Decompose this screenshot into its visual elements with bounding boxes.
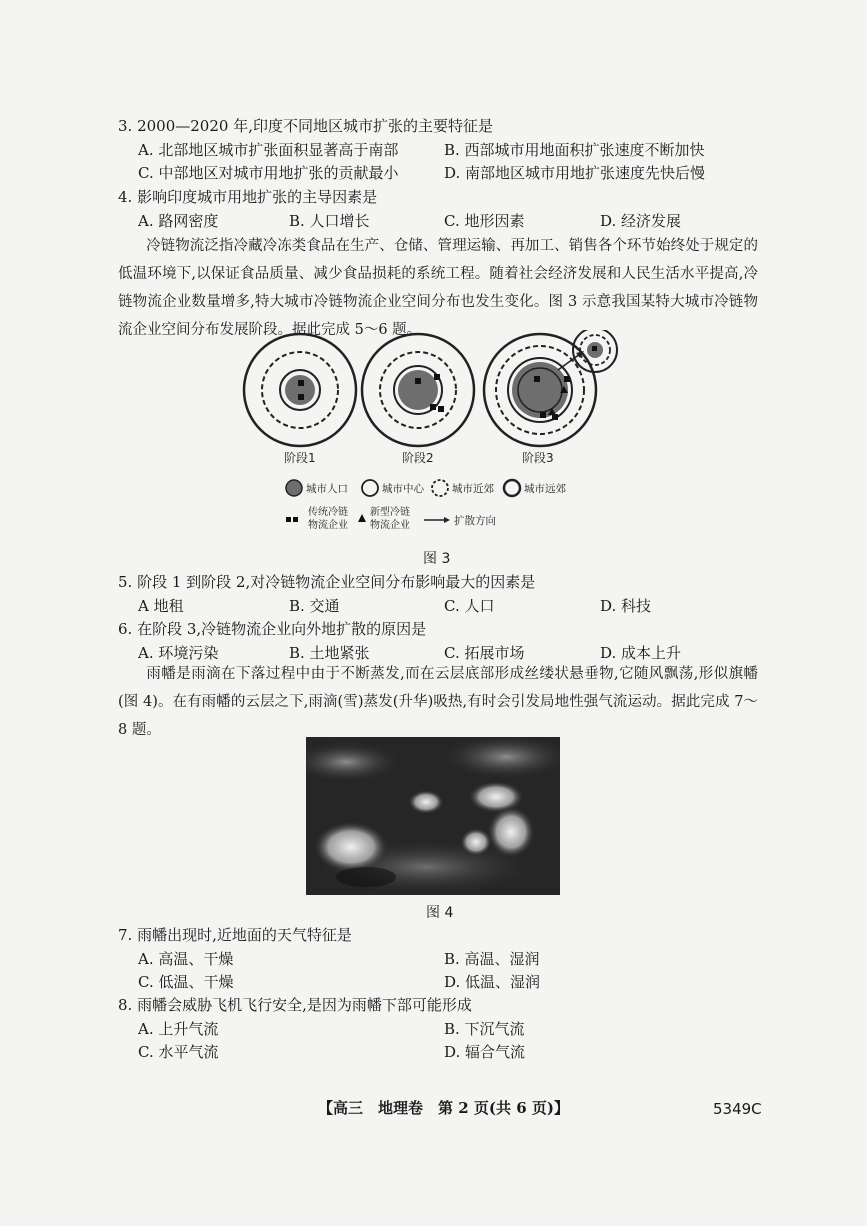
q4-option-c: C. 地形因素 — [444, 212, 525, 230]
virga-passage-text: 雨幡是雨滴在下落过程中由于不断蒸发,而在云层底部形成丝缕状悬垂物,它随风飘荡,形似旗幡(图 4)。在有雨幡的云层之下,雨滴(雪)蒸发(升华)吸热,有时会引发局地性强气流运动。据此完成 7～8 题。 — [118, 666, 758, 738]
q8-option-b: B. 下沉气流 — [444, 1020, 525, 1038]
legend-new-label-2: 物流企业 — [370, 520, 410, 531]
figure-4-virga-photo — [306, 737, 560, 895]
q4-option-b: B. 人口增长 — [289, 212, 370, 230]
legend-traditional-label-1: 传统冷链 — [308, 507, 348, 518]
legend-near-suburb-swatch — [432, 480, 448, 496]
cold-chain-passage — [118, 232, 758, 344]
question-6-stem: 6. 在阶段 3,冷链物流企业向外地扩散的原因是 — [118, 620, 427, 638]
stage-2-label: 阶段2 — [402, 451, 434, 465]
q5-option-d: D. 科技 — [600, 597, 652, 615]
legend-center-label: 城市中心 — [382, 483, 424, 495]
q6-option-b: B. 土地紧张 — [289, 644, 370, 662]
q6-option-c: C. 拓展市场 — [444, 644, 525, 662]
q7-option-d: D. 低温、湿润 — [444, 973, 541, 991]
cold-chain-passage-text: 冷链物流泛指冷藏冷冻类食品在生产、仓储、管理运输、再加工、销售各个环节始终处于规定的低温环境下,以保证食品质量、减少食品损耗的系统工程。随着社会经济发展和人民生活水平提高,冷链物流企业数量增多,特大城市冷链物流企业空间分布也发生变化。图 3 示意我国某特大城市冷链物流企业空间分布发展阶段。据此完成 5～6 题。 — [118, 238, 758, 338]
figure-3-diagram — [240, 330, 640, 550]
q6-option-d: D. 成本上升 — [600, 644, 682, 662]
stage-3-diagram — [484, 330, 617, 446]
question-5-stem: 5. 阶段 1 到阶段 2,对冷链物流企业空间分布影响最大的因素是 — [118, 573, 536, 591]
legend-far-suburb-swatch — [504, 480, 520, 496]
q4-option-a: A. 路网密度 — [138, 212, 219, 230]
page-footer: 【高三 地理卷 第 2 页(共 6 页)】 — [318, 1099, 569, 1117]
legend-new-swatch — [358, 514, 366, 522]
figure-4-caption: 图 4 — [426, 905, 454, 921]
q8-option-c: C. 水平气流 — [138, 1043, 219, 1061]
q5-option-c: C. 人口 — [444, 597, 495, 615]
legend-center-swatch — [362, 480, 378, 496]
figure-3-caption: 图 3 — [423, 551, 451, 567]
q8-option-d: D. 辐合气流 — [444, 1043, 526, 1061]
legend-new-label-1: 新型冷链 — [370, 507, 410, 518]
question-3-stem: 3. 2000—2020 年,印度不同地区城市扩张的主要特征是 — [118, 117, 493, 135]
q8-option-a: A. 上升气流 — [138, 1020, 219, 1038]
q4-option-d: D. 经济发展 — [600, 212, 682, 230]
question-4-stem: 4. 影响印度城市用地扩张的主导因素是 — [118, 188, 378, 206]
question-7-stem: 7. 雨幡出现时,近地面的天气特征是 — [118, 926, 352, 944]
legend-far-suburb-label: 城市远郊 — [524, 483, 566, 495]
virga-passage — [118, 660, 758, 744]
q7-option-c: C. 低温、干燥 — [138, 973, 234, 991]
legend-population-swatch — [286, 480, 302, 496]
legend-traditional-swatch — [286, 517, 291, 522]
legend-population-label: 城市人口 — [306, 483, 348, 495]
legend-traditional-label-2: 物流企业 — [308, 520, 348, 531]
q3-option-a: A. 北部地区城市扩张面积显著高于南部 — [138, 141, 399, 159]
q7-option-a: A. 高温、干燥 — [138, 950, 234, 968]
q3-option-c: C. 中部地区对城市用地扩张的贡献最小 — [138, 164, 399, 182]
stage-1-diagram — [244, 334, 356, 446]
q5-option-b: B. 交通 — [289, 597, 340, 615]
exam-code: 5349C — [713, 1100, 762, 1118]
stage-3-label: 阶段3 — [522, 451, 554, 465]
q5-option-a: A 地租 — [138, 597, 184, 615]
legend-direction-label: 扩散方向 — [454, 515, 496, 527]
q6-option-a: A. 环境污染 — [138, 644, 219, 662]
q3-option-b: B. 西部城市用地面积扩张速度不断加快 — [444, 141, 705, 159]
q7-option-b: B. 高温、湿润 — [444, 950, 540, 968]
question-8-stem: 8. 雨幡会威胁飞机飞行安全,是因为雨幡下部可能形成 — [118, 996, 472, 1014]
legend-near-suburb-label: 城市近郊 — [452, 483, 494, 495]
q3-option-d: D. 南部地区城市用地扩张速度先快后慢 — [444, 164, 706, 182]
stage-2-diagram — [362, 334, 474, 446]
stage-1-label: 阶段1 — [284, 451, 316, 465]
